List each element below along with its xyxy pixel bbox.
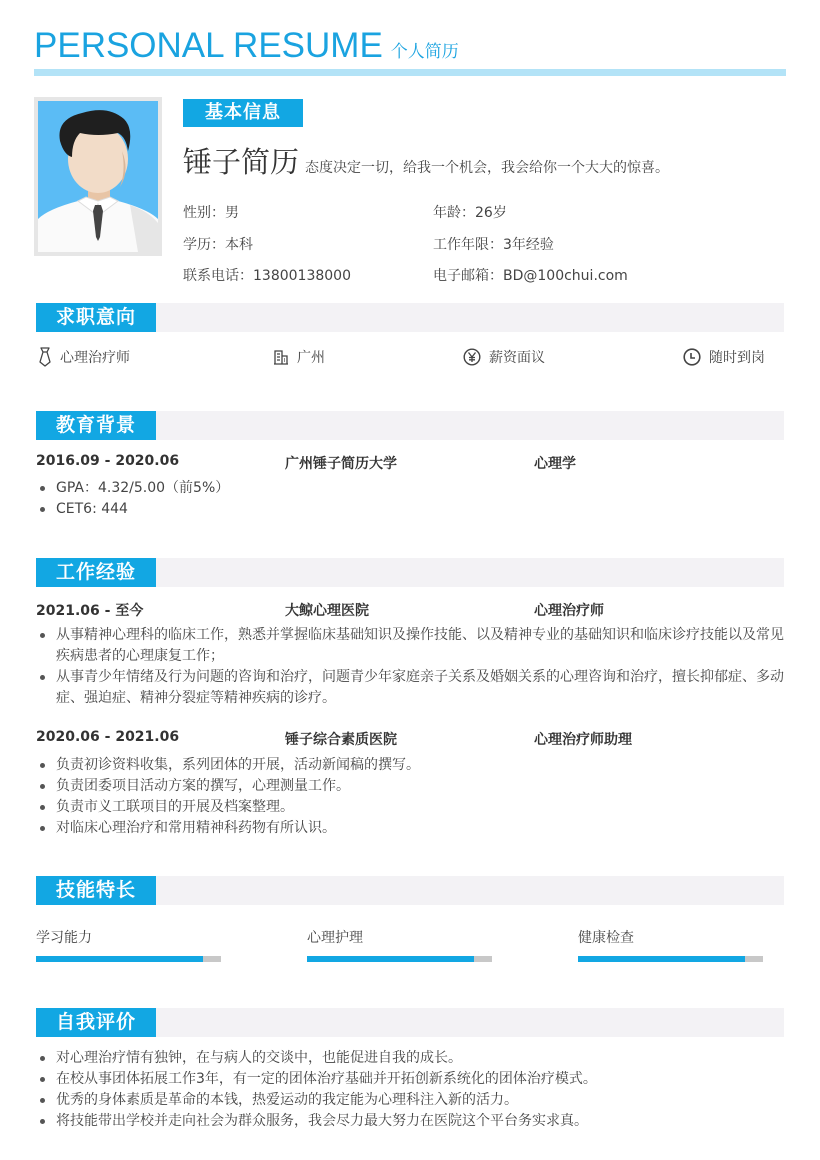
list-item: 对临床心理治疗和常用精神科药物有所认识。 [36,818,786,839]
section-label-basic-info: 基本信息 [183,99,303,127]
list-item: GPA：4.32/5.00（前5%） [36,478,786,499]
info-phone: 联系电话：13800138000 [183,268,351,284]
intent-item-city [273,347,325,367]
intent-item-position [38,347,130,367]
skill-item [578,927,763,962]
title-english: PERSONAL RESUME [34,26,383,65]
skill-progress-fill [578,956,745,962]
work-role-1: 心理治疗师 [534,603,604,619]
list-item: 优秀的身体素质是革命的本钱，热爱运动的我定能为心理科注入新的活力。 [36,1090,786,1111]
intent-item-salary [463,347,545,367]
work-period-2: 2020.06 - 2021.06 [36,729,180,745]
intent-city-label: 广州 [297,350,325,366]
edu-period: 2016.09 - 2020.06 [36,453,180,469]
skill-name: 学习能力 [36,930,92,946]
work-period-1: 2021.06 - 至今 [36,603,144,619]
edu-bullet-list [36,478,786,520]
info-education: 学历：本科 [183,237,253,253]
list-item: 从事青少年情绪及行为问题的咨询和治疗，问题青少年家庭亲子关系及婚姻关系的心理咨询和治疗，擅长抑郁症、多动症、强迫症、精神分裂症等精神疾病的诊疗。 [36,667,786,709]
section-header-job-intent [36,303,784,332]
edu-school: 广州锤子简历大学 [285,456,397,472]
resume-title [34,26,459,66]
intent-item-availability [683,347,765,367]
skill-progress-bar [578,956,763,962]
work-role-2: 心理治疗师助理 [534,732,632,748]
intent-position-label: 心理治疗师 [60,350,130,366]
title-chinese: 个人简历 [390,42,459,62]
intent-salary-label: 薪资面议 [489,350,545,366]
section-label-work: 工作经验 [36,558,156,587]
section-label-education: 教育背景 [36,411,156,440]
list-item: 负责市义工联项目的开展及档案整理。 [36,797,786,818]
edu-major: 心理学 [534,456,576,472]
list-item: 将技能带出学校并走向社会为群众服务，我会尽力最大努力在医院这个平台务实求真。 [36,1111,786,1132]
section-header-education [36,411,784,440]
title-underline-bar [34,69,786,76]
info-gender: 性别：男 [183,205,239,221]
list-item: 负责团委项目活动方案的撰写，心理测量工作。 [36,776,786,797]
skill-progress-fill [36,956,203,962]
section-label-self-eval: 自我评价 [36,1008,156,1037]
skill-progress-bar [36,956,221,962]
self-eval-bullet-list [36,1048,786,1132]
name-row [183,140,669,181]
building-icon [273,349,289,365]
skill-name: 健康检查 [578,930,634,946]
list-item: CET6: 444 [36,499,786,520]
skill-item [36,927,221,962]
candidate-name: 锤子简历 [183,145,300,179]
section-header-skills [36,876,784,905]
work-company-2: 锤子综合素质医院 [285,732,397,748]
work-bullet-list-2 [36,755,786,839]
section-label-job-intent: 求职意向 [36,303,156,332]
work-company-1: 大鲸心理医院 [285,603,369,619]
yuan-icon [463,348,481,366]
section-label-skills: 技能特长 [36,876,156,905]
tie-icon [38,347,52,367]
candidate-motto: 态度决定一切，给我一个机会，我会给你一个大大的惊喜。 [305,160,670,176]
avatar-photo [34,97,162,256]
skill-item [307,927,492,962]
list-item: 从事精神心理科的临床工作，熟悉并掌握临床基础知识及操作技能、以及精神专业的基础知识和临床诊疗技能以及常见疾病患者的心理康复工作； [36,625,786,667]
clock-icon [683,348,701,366]
skill-progress-bar [307,956,492,962]
intent-availability-label: 随时到岗 [709,350,765,366]
work-bullet-list-1 [36,625,786,709]
section-header-self-eval [36,1008,784,1037]
info-age: 年龄：26岁 [433,205,507,221]
section-header-work [36,558,784,587]
info-work-years: 工作年限：3年经验 [433,237,554,253]
info-email: 电子邮箱：BD@100chui.com [433,268,628,284]
list-item: 负责初诊资料收集，系列团体的开展，活动新闻稿的撰写。 [36,755,786,776]
avatar-illustration-icon [38,101,158,252]
skill-progress-fill [307,956,474,962]
list-item: 在校从事团体拓展工作3年，有一定的团体治疗基础并开拓创新系统化的团体治疗模式。 [36,1069,786,1090]
skill-name: 心理护理 [307,930,363,946]
list-item: 对心理治疗情有独钟，在与病人的交谈中，也能促进自我的成长。 [36,1048,786,1069]
